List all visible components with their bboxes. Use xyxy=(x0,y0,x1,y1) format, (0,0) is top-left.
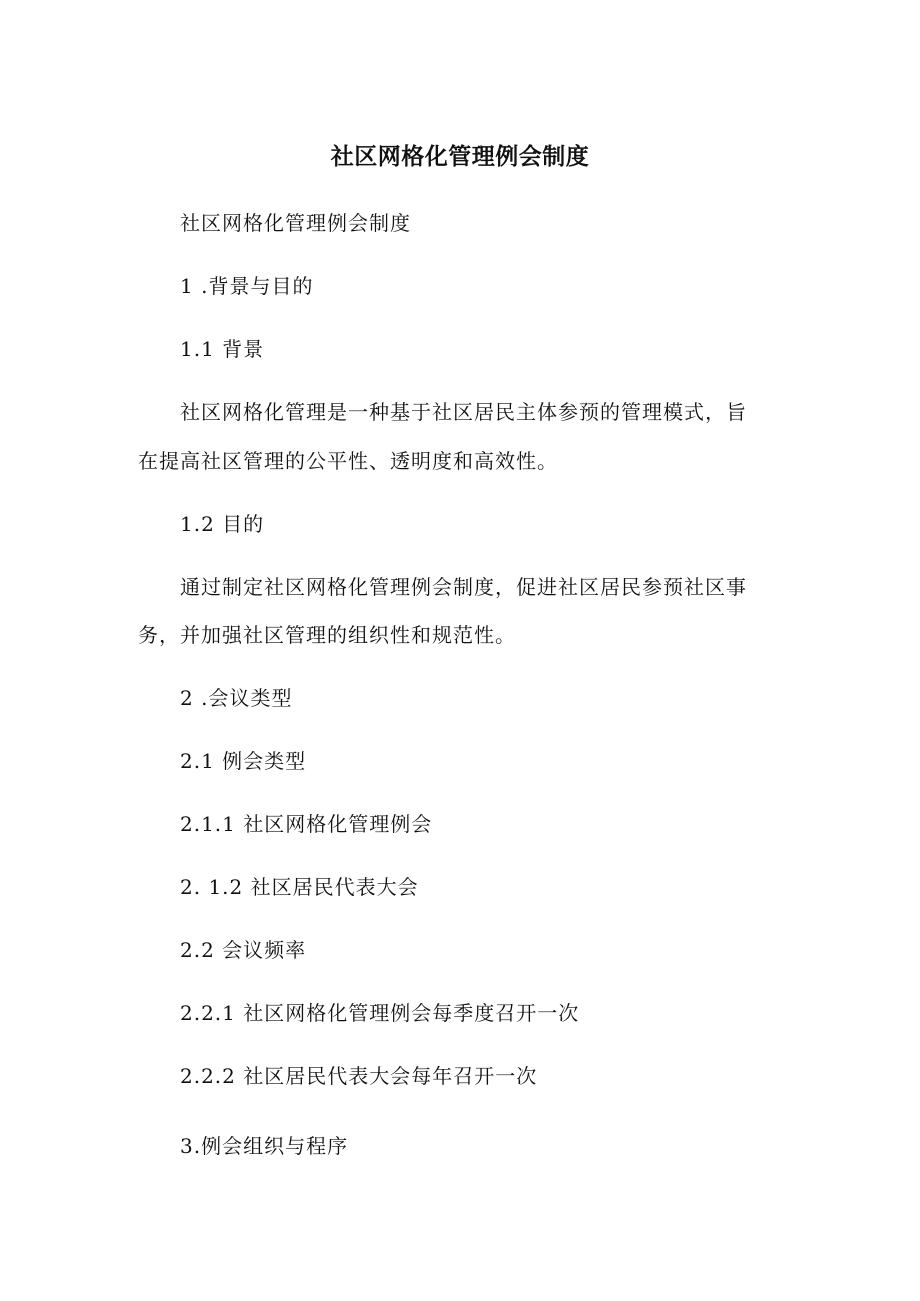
section-1-2-heading: 1.2 目的 xyxy=(180,512,265,536)
section-2-2-1-item: 2.2.1 社区网格化管理例会每季度召开一次 xyxy=(180,1001,580,1025)
section-2-heading: 2 .会议类型 xyxy=(180,686,293,710)
section-2-2-heading: 2.2 会议频率 xyxy=(180,938,307,962)
paragraph-background-line-1: 社区网格化管理是一种基于社区居民主体参预的管理模式，旨 xyxy=(180,400,747,424)
paragraph-background-line-2: 在提高社区管理的公平性、透明度和高效性。 xyxy=(138,449,558,473)
section-2-1-1-item: 2.1.1 社区网格化管理例会 xyxy=(180,812,433,836)
section-2-1-heading: 2.1 例会类型 xyxy=(180,749,307,773)
subtitle-line: 社区网格化管理例会制度 xyxy=(180,211,411,235)
section-2-1-2-item: 2. 1.2 社区居民代表大会 xyxy=(180,875,419,899)
paragraph-purpose-line-2: 务，并加强社区管理的组织性和规范性。 xyxy=(138,623,516,647)
document-title: 社区网格化管理例会制度 xyxy=(330,144,590,170)
section-1-1-heading: 1.1 背景 xyxy=(180,337,265,361)
section-3-heading: 3.例会组织与程序 xyxy=(180,1134,349,1158)
section-2-2-2-item: 2.2.2 社区居民代表大会每年召开一次 xyxy=(180,1064,538,1088)
paragraph-purpose-line-1: 通过制定社区网格化管理例会制度，促进社区居民参预社区事 xyxy=(180,575,747,599)
section-1-heading: 1 .背景与目的 xyxy=(180,274,314,298)
